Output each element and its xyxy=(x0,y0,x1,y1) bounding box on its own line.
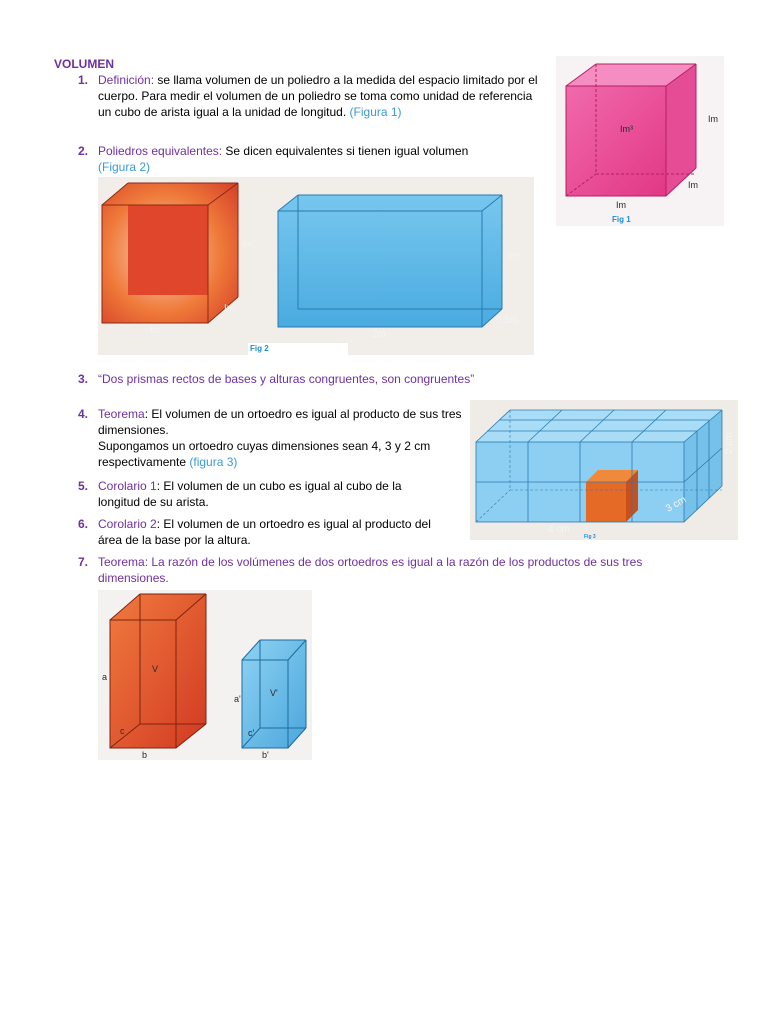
corollary-2-text: : El volumen de un ortoedro es igual al producto del área de la base por la altura. xyxy=(98,517,431,547)
fig4-right-volume: V' xyxy=(270,688,278,698)
corollary-1-item xyxy=(98,478,428,510)
equivalent-polyhedra-item xyxy=(98,143,518,175)
fig4-right-a: a' xyxy=(234,694,241,704)
fig2-box-width: 2m xyxy=(372,329,386,340)
fig3-height-label: 2 cm xyxy=(724,432,735,454)
fig1-center-label: Im³ xyxy=(620,124,633,134)
fig2-caption: Fig 2 xyxy=(250,344,269,353)
theorem-example: Supongamos un ortoedro cuyas dimensiones sean 4, 3 y 2 cm respectivamente xyxy=(98,439,431,469)
definition-item xyxy=(98,72,538,120)
theorem-item xyxy=(98,406,462,470)
equivalent-text: Se dicen equivalentes si tienen igual volumen xyxy=(222,144,469,158)
corollary-1-text: : El volumen de un cubo es igual al cubo de la longitud de su arista. xyxy=(98,479,402,509)
page-title: VOLUMEN xyxy=(54,57,114,71)
theorem-label: Teorema xyxy=(98,407,145,421)
corollary-2-label: Corolario 2 xyxy=(98,517,157,531)
figure-1-reference: (Figura 1) xyxy=(346,105,402,119)
equivalent-label: Poliedros equivalentes: xyxy=(98,144,223,158)
figure-1-cube xyxy=(556,56,724,226)
fig1-height-label: Im xyxy=(708,114,718,124)
definition-text: se llama volumen de un poliedro a la medida del espacio limitado por el cuerpo. Para medir el volumen de un poliedro se toma como unidad de referencia un cubo de arista igual a la unidad de longitud. xyxy=(98,73,538,119)
fig1-depth-label: Im xyxy=(688,180,698,190)
fig3-caption: Fig 3 xyxy=(584,534,596,540)
figure-2-equivalent-solids xyxy=(98,177,534,355)
fig4-right-b: b' xyxy=(262,750,269,760)
definition-label: Definición: xyxy=(98,73,155,87)
item-number-6: 6. xyxy=(77,517,88,531)
corollary-2-item xyxy=(98,516,458,548)
fig4-left-a: a xyxy=(102,672,108,682)
volume-ratio-theorem: Teorema: La razón de los volúmenes de dos ortoedros es igual a la razón de los productos de sus tres dimensiones. xyxy=(98,555,643,585)
fig4-right-c: c' xyxy=(248,728,255,738)
fig4-left-b: b xyxy=(142,750,148,760)
congruent-prisms-statement: “Dos prismas rectos de bases y alturas congruentes, son congruentes” xyxy=(98,372,475,386)
item-number-5: 5. xyxy=(77,479,88,493)
fig2-cube-width: Im xyxy=(150,325,162,336)
item-number-4: 4. xyxy=(77,407,88,421)
corollary-1-label: Corolario 1 xyxy=(98,479,157,493)
fig3-width-label: 4 cm xyxy=(548,524,570,535)
figure-3-reference: (figura 3) xyxy=(186,455,238,469)
fig2-box-height: Im xyxy=(508,251,520,262)
fig1-caption: Fig 1 xyxy=(612,215,631,224)
fig1-width-label: Im xyxy=(616,200,626,210)
fig2-box-depth: 0.5m xyxy=(496,315,519,326)
figure-4-two-prisms xyxy=(98,590,312,760)
fig4-left-c: c xyxy=(120,726,125,736)
fig2-cube-depth: Im xyxy=(224,303,236,314)
figure-3-unit-cubes xyxy=(470,400,738,540)
item-number-3: 3. xyxy=(77,372,88,386)
item-number-2: 2. xyxy=(77,144,88,158)
theorem-text: : El volumen de un ortoedro es igual al producto de sus tres dimensiones. xyxy=(98,407,462,437)
item-number-1: 1. xyxy=(77,73,88,87)
fig3-depth-label: 3 cm xyxy=(664,494,689,515)
figure-2-reference: (Figura 2) xyxy=(98,160,151,174)
fig4-left-volume: V xyxy=(152,664,159,674)
item-number-7: 7. xyxy=(77,555,88,569)
fig2-cube-height: Im xyxy=(242,239,254,250)
